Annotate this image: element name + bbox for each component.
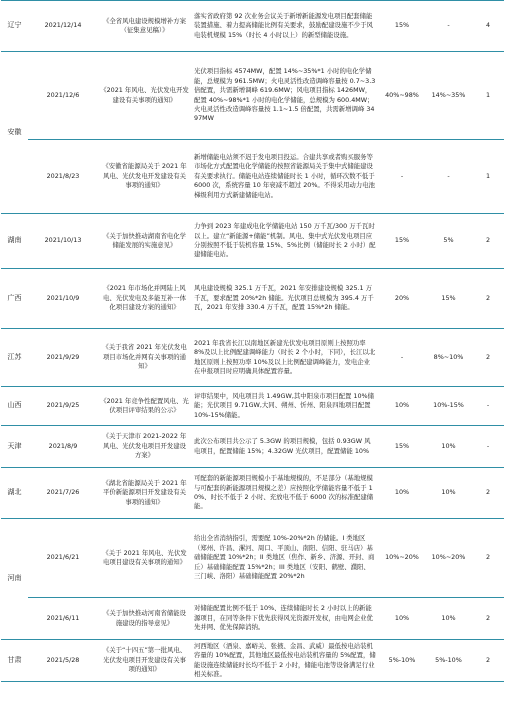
storage-range-cell: 5%-10% <box>425 640 472 682</box>
storage-ratio-cell: 10% <box>379 598 425 640</box>
storage-range-cell: - <box>425 1 472 52</box>
province-cell: 广西 <box>1 269 28 329</box>
description-cell: 给出全省消纳指引，需要配 10%-20%*2h 的储能。I 类地区（郑州、许昌、漯河、周口、平顶山、南阳、信阳、驻马店）基础储能配置 10%*2h；II 类地区（焦作、新乡、济源、开封、商丘）基础储能配置 15%*2h；III 类地区（安阳、鹤壁、濮阳、三门峡、洛阳）基础储能配置 20%*2h <box>191 519 379 598</box>
document-title-cell: 《关于我省 2021 年光伏发电项目市场化并网有关事项的通知》 <box>98 329 191 387</box>
storage-ratio-cell: 40%~98% <box>379 52 425 140</box>
description-cell: 新增储能电站须不迟于发电项目投运。合建共享或者购买服务等市场化方式配置电化学储能的按照省能源局关于集中式储能建设有关要求执行。储能电站连续储能时长 1 小时，循环次数不低于 6000 次，系统容量 10 年衰减不超过 20%。不得采用动力电池梯级利用方式新建储能电站。 <box>191 140 379 214</box>
document-title-cell: 《关于“十四五”第一批风电、光伏发电项目开发建设有关事项的通知》 <box>98 640 191 682</box>
table-row <box>1 598 504 640</box>
table-row <box>1 519 504 598</box>
storage-range-cell: 10% <box>425 468 472 519</box>
storage-ratio-cell: 10% <box>379 468 425 519</box>
description-cell: 力争到 2023 年建成电化学储能电站 150 万千瓦/300 万千瓦时以上。建立“新能源+储能”机制。风电、集中式光伏发电项目应分别按照不低于装机容量 15%、5%比例（储能时长 2 小时）配建储能电站。 <box>191 214 379 269</box>
duration-hours-cell: 1 <box>472 140 504 214</box>
date-cell: 2021/12/14 <box>28 1 98 52</box>
document-title-cell: 《湖北省能源局关于 2021 年平价新能源项目开发建设有关事项的通知》 <box>98 468 191 519</box>
storage-range-cell: 10%~20% <box>425 519 472 598</box>
duration-hours-cell: 2 <box>472 598 504 640</box>
province-cell: 天津 <box>1 426 28 468</box>
duration-hours-cell: - <box>472 387 504 426</box>
description-cell: 对储能配置比例不低于 10%、连续储能时长 2 小时以上的新能源项目，在同等条件下优先获得风光资源开发权，由电网企业优先并网、优先保障消纳。 <box>191 598 379 640</box>
duration-hours-cell: 2 <box>472 640 504 682</box>
province-cell: 安徽 <box>1 52 28 214</box>
province-cell: 山西 <box>1 387 28 426</box>
date-cell: 2021/9/25 <box>28 387 98 426</box>
document-title-cell: 《关于加快推动河南省储能设施建设的指导意见》 <box>98 598 191 640</box>
table-row <box>1 140 504 214</box>
storage-range-cell: 5% <box>425 214 472 269</box>
date-cell: 2021/12/6 <box>28 52 98 140</box>
storage-range-cell: 14%~35% <box>425 52 472 140</box>
document-title-cell: 《安徽省能源局关于 2021 年风电、光伏发电开发建设有关事项的通知》 <box>98 140 191 214</box>
date-cell: 2021/9/29 <box>28 329 98 387</box>
duration-hours-cell: 2 <box>472 214 504 269</box>
storage-ratio-cell: - <box>379 329 425 387</box>
description-cell: 2021 年我省长江以南地区新建光伏发电项目原则上按照功率 8%及以上比例配建调峰能力（时长 2 个小时，下同），长江以北地区原则上按照功率 10%及以上比例配建调峰能力，发电企业在申报项目时应明确具体配置容量。 <box>191 329 379 387</box>
description-cell: 此次公布项目共公示了 5.3GW 的项目规模，包括 0.93GW 风电项目，配置储能 15%；4.32GW 光伏项目，配置储能 10% <box>191 426 379 468</box>
description-cell: 光伏项目指标 4574MW，配置 14%~35%*1 小时的电化学储能，总规模为 961.5MW；火电灵活性改造调峰容量按 0.7~3.3 倍配置，共需新增调峰 619.6MW；风电项目指标 1426MW，配置 40%~98%*1 小时的电化学储能，总规模为 600.4MW；火电灵活性改造调峰容量按 1.1~1.5 倍配置，共需新增调峰 3497MW <box>191 52 379 140</box>
description-cell: 落实省政府第 92 次业务会议关于新增新能源发电项目配套储能装置措施、着力提高储能比例有关要求，鼓励配建设施不少于风电装机规模 15%（时长 4 小时以上）的新型储能设施。 <box>191 1 379 52</box>
date-cell: 2021/5/28 <box>28 640 98 682</box>
document-title-cell: 《2021 年市场化并网陆上风电、光伏发电及多能互补一体化项目建设方案的通知》 <box>98 269 191 329</box>
province-cell: 湖南 <box>1 214 28 269</box>
storage-ratio-cell: 15% <box>379 214 425 269</box>
duration-hours-cell: 1 <box>472 52 504 140</box>
duration-hours-cell: - <box>472 426 504 468</box>
description-cell: 河西地区（酒泉、嘉峪关、张掖、金昌、武威）最低按电站装机容量的 10%配置，其他地区最低按电站装机容量的 5%配置，储能设施连续储能时长均不低于 2 小时，储能电池等设备满足行业相关标准。 <box>191 640 379 682</box>
province-cell: 江苏 <box>1 329 28 387</box>
document-title-cell: 《全省风电建设规模增补方案（征集意见稿）》 <box>98 1 191 52</box>
storage-ratio-cell: 20% <box>379 269 425 329</box>
date-cell: 2021/10/13 <box>28 214 98 269</box>
table-row <box>1 468 504 519</box>
date-cell: 2021/10/9 <box>28 269 98 329</box>
table-row <box>1 640 504 682</box>
description-cell: 评审结果中，风电项目共 1.49GW,其中阳泉市项目配置 10%储能；光伏项目 9.71GW,大同、朔州、忻州、阳泉四地项目配置 10%-15%储能。 <box>191 387 379 426</box>
province-cell: 甘肃 <box>1 640 28 682</box>
document-title-cell: 《关于加快推动湖南省电化学储能发展的实施意见》 <box>98 214 191 269</box>
date-cell: 2021/6/11 <box>28 598 98 640</box>
storage-ratio-cell: - <box>379 140 425 214</box>
table-row <box>1 214 504 269</box>
description-cell: 风电建设规模 325.1 万千瓦，2021 年安排建设规模 325.1 万千瓦，要求配置 20%*2h 储能。光伏项目总规模为 395.4 万千瓦，2021 年安排 330.4 万千瓦，配置 15%*2h 储能。 <box>191 269 379 329</box>
duration-hours-cell: 2 <box>472 519 504 598</box>
date-cell: 2021/8/9 <box>28 426 98 468</box>
duration-hours-cell: 2 <box>472 269 504 329</box>
province-cell: 湖北 <box>1 468 28 519</box>
storage-ratio-cell: 5%-10% <box>379 640 425 682</box>
policy-table <box>1 0 504 682</box>
table-row <box>1 387 504 426</box>
date-cell: 2021/7/26 <box>28 468 98 519</box>
document-title-cell: 《2021 年竞争性配置风电、光伏项目评审结果的公示》 <box>98 387 191 426</box>
date-cell: 2021/6/21 <box>28 519 98 598</box>
document-title-cell: 《关于 2021 年风电、光伏发电项目建设有关事项的通知》 <box>98 519 191 598</box>
storage-ratio-cell: 10%~20% <box>379 519 425 598</box>
document-title-cell: 《关于天津市 2021-2022 年风电、光伏发电项目开发建设方案》 <box>98 426 191 468</box>
table-row <box>1 329 504 387</box>
table-row <box>1 269 504 329</box>
document-title-cell: 《2021 年风电、光伏发电开发建设有关事项的通知》 <box>98 52 191 140</box>
storage-range-cell: - <box>425 140 472 214</box>
storage-range-cell: 10%-15% <box>425 387 472 426</box>
table-row <box>1 1 504 52</box>
province-cell: 河南 <box>1 519 28 640</box>
storage-range-cell: 8%~10% <box>425 329 472 387</box>
storage-ratio-cell: 15% <box>379 1 425 52</box>
duration-hours-cell: 4 <box>472 1 504 52</box>
storage-range-cell: 10% <box>425 598 472 640</box>
date-cell: 2021/8/23 <box>28 140 98 214</box>
province-cell: 辽宁 <box>1 1 28 52</box>
duration-hours-cell: 2 <box>472 329 504 387</box>
duration-hours-cell: 2 <box>472 468 504 519</box>
description-cell: 可配套的新能源项目规模小于基地规模的，不足部分（基地规模与可配套的新能源项目规模之差）应按照化学储能容量不低于 10%、时长不低于 2 小时、充放电不低于 6000 次的标准配建储能。 <box>191 468 379 519</box>
table-row <box>1 52 504 140</box>
storage-ratio-cell: 15% <box>379 426 425 468</box>
storage-range-cell: 10% <box>425 426 472 468</box>
table-row <box>1 426 504 468</box>
storage-range-cell: 15% <box>425 269 472 329</box>
storage-ratio-cell: 10% <box>379 387 425 426</box>
